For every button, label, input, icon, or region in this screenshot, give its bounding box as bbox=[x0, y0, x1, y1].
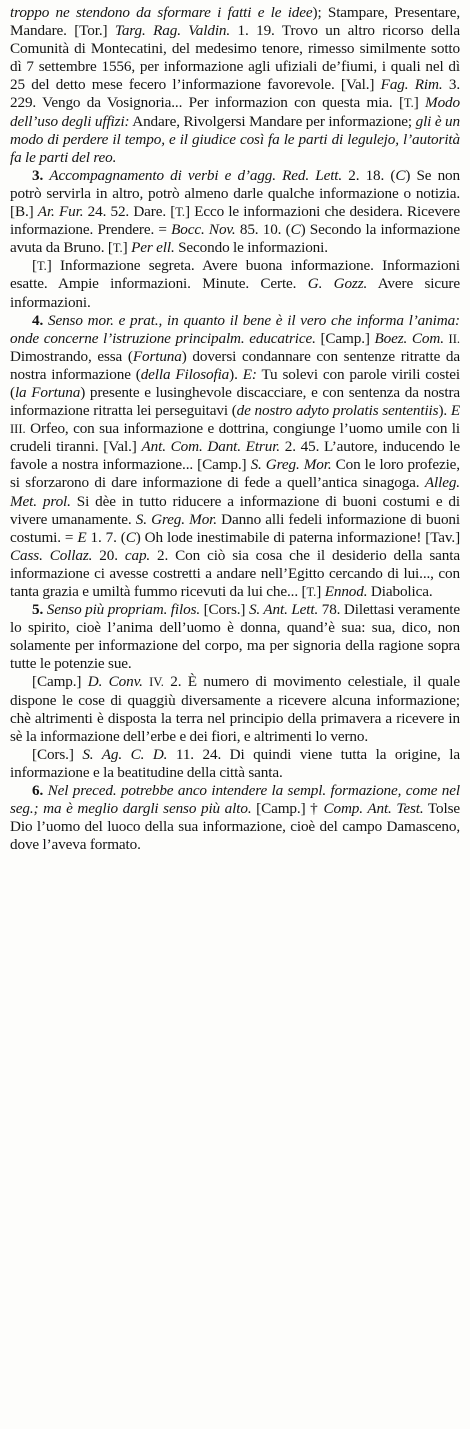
paragraph-3-examples: [T.] Informazione segreta. Avere buona informazione. Informazioni esatte. Ampie informazioni. Minute. Certe. G. Gozz. Avere sicure informazioni. bbox=[10, 257, 460, 311]
paragraph-6: 6. Nel preced. potrebbe anco intendere la sempl. formazione, come nel seg.; ma è meglio dargli senso più alto. [Camp.] † Comp. Ant. Test. Tolse Dio l’uomo del luoco della sua informazione, cioè del campo Damasceno, dove l’aveva formato. bbox=[10, 782, 460, 854]
paragraph-5: 5. Senso più propriam. filos. [Cors.] S. Ant. Lett. 78. Dilettasi veramente lo spirito, cioè l’anima dell’uomo è donna, quand’è sua: sua, dico, non solamente per informazione del corpo, ma per signoria della ragione sopra tutte le potenzie sue. bbox=[10, 601, 461, 673]
paragraph-2-continued: troppo ne stendono da sformare i fatti e le idee); Stampare, Presentare, Mandare. [Tor.] Targ. Rag. Valdin. 1. 19. Trovo un altro ricorso della Comunità di Montecatini, del medesimo tenore, rimesso similmente sotto dì 7 settembre 1556, per informazione agli ufiziali de’fiumi, i quali nel dì 25 del detto mese fecero l’informazione favorevole. [Val.] Fag. Rim. 3. 229. Vengo da Vosignoria... Per informazion con questa mia. [T.] Modo dell’uso degli uffizi: Andare, Rivolgersi Mandare per informazione; gli è un modo di perdere il tempo, e il giudice così fa le parti di legulejo, l’autorità fa le parti del reo. bbox=[10, 4, 461, 166]
dictionary-entry-informazione bbox=[10, 4, 460, 854]
paragraph-4: 4. Senso mor. e prat., in quanto il bene è il vero che informa l’anima: onde concerne l’istruzione principalm. educatrice. [Camp.] Boez. Com. II. Dimostrando, essa (Fortuna) doversi condannare con sentenze ritratte da nostra informazione (della Filosofia). E: Tu solevi con parole virili costei (la Fortuna) presente e lusinghevole discacciare, e con sentenza da nostra informazione ritratta lei perseguitavi (de nostro adyto prolatis sententiis). E III. Orfeo, con sua informazione e dottrina, congiunge l’uomo umile con li crudeli tiranni. [Val.] Ant. Com. Dant. Etrur. 2. 45. L’autore, inducendo le favole a nostra informazione... [Camp.] S. Greg. Mor. Con le loro profezie, si sforzarono di dare informazione di fede a quell’antica sinagoga. Alleg. Met. prol. Si dèe in tutto riducere a informazione di buoni costumi e di vivere umanamente. S. Greg. Mor. Danno alli fedeli informazione di buoni costumi. = E 1. 7. (C) Oh lode inestimabile di paterna informazione! [Tav.] Cass. Collaz. 20. cap. 2. Con ciò sia cosa che il desiderio della santa informazione ci avesse costretti a andare nell’Egitto cercando di lui..., con tanta grazia e umiltà fummo ricevuti da lui che... [T.] Ennod. Diabolica. bbox=[10, 311, 461, 600]
paragraph-3: 3. Accompagnamento di verbi e d’agg. Red. Lett. 2. 18. (C) Se non potrò servirla in altro, potrò almeno darle qualche informazione o notizia. [B.] Ar. Fur. 24. 52. Dare. [T.] Ecco le informazioni che desidera. Ricevere informazione. Prendere. = Bocc. Nov. 85. 10. (C) Secondo la informazione avuta da Bruno. [T.] Per ell. Secondo le informazioni. bbox=[10, 166, 461, 257]
paragraph-5-citta-santa: [Cors.] S. Ag. C. D. 11. 24. Di quindi viene tutta la origine, la informazione e la beatitudine della città santa. bbox=[10, 745, 460, 781]
paragraph-5-convivio: [Camp.] D. Conv. IV. 2. È numero di movimento celestiale, il quale dispone le cose di quaggiù diversamente a ricevere alcuna informazione; chè altrimenti è disposta la terra nel principio della primavera a ricevere in sè la informazione dell’erbe e dei fiori, e altrimenti lo verno. bbox=[10, 673, 460, 745]
